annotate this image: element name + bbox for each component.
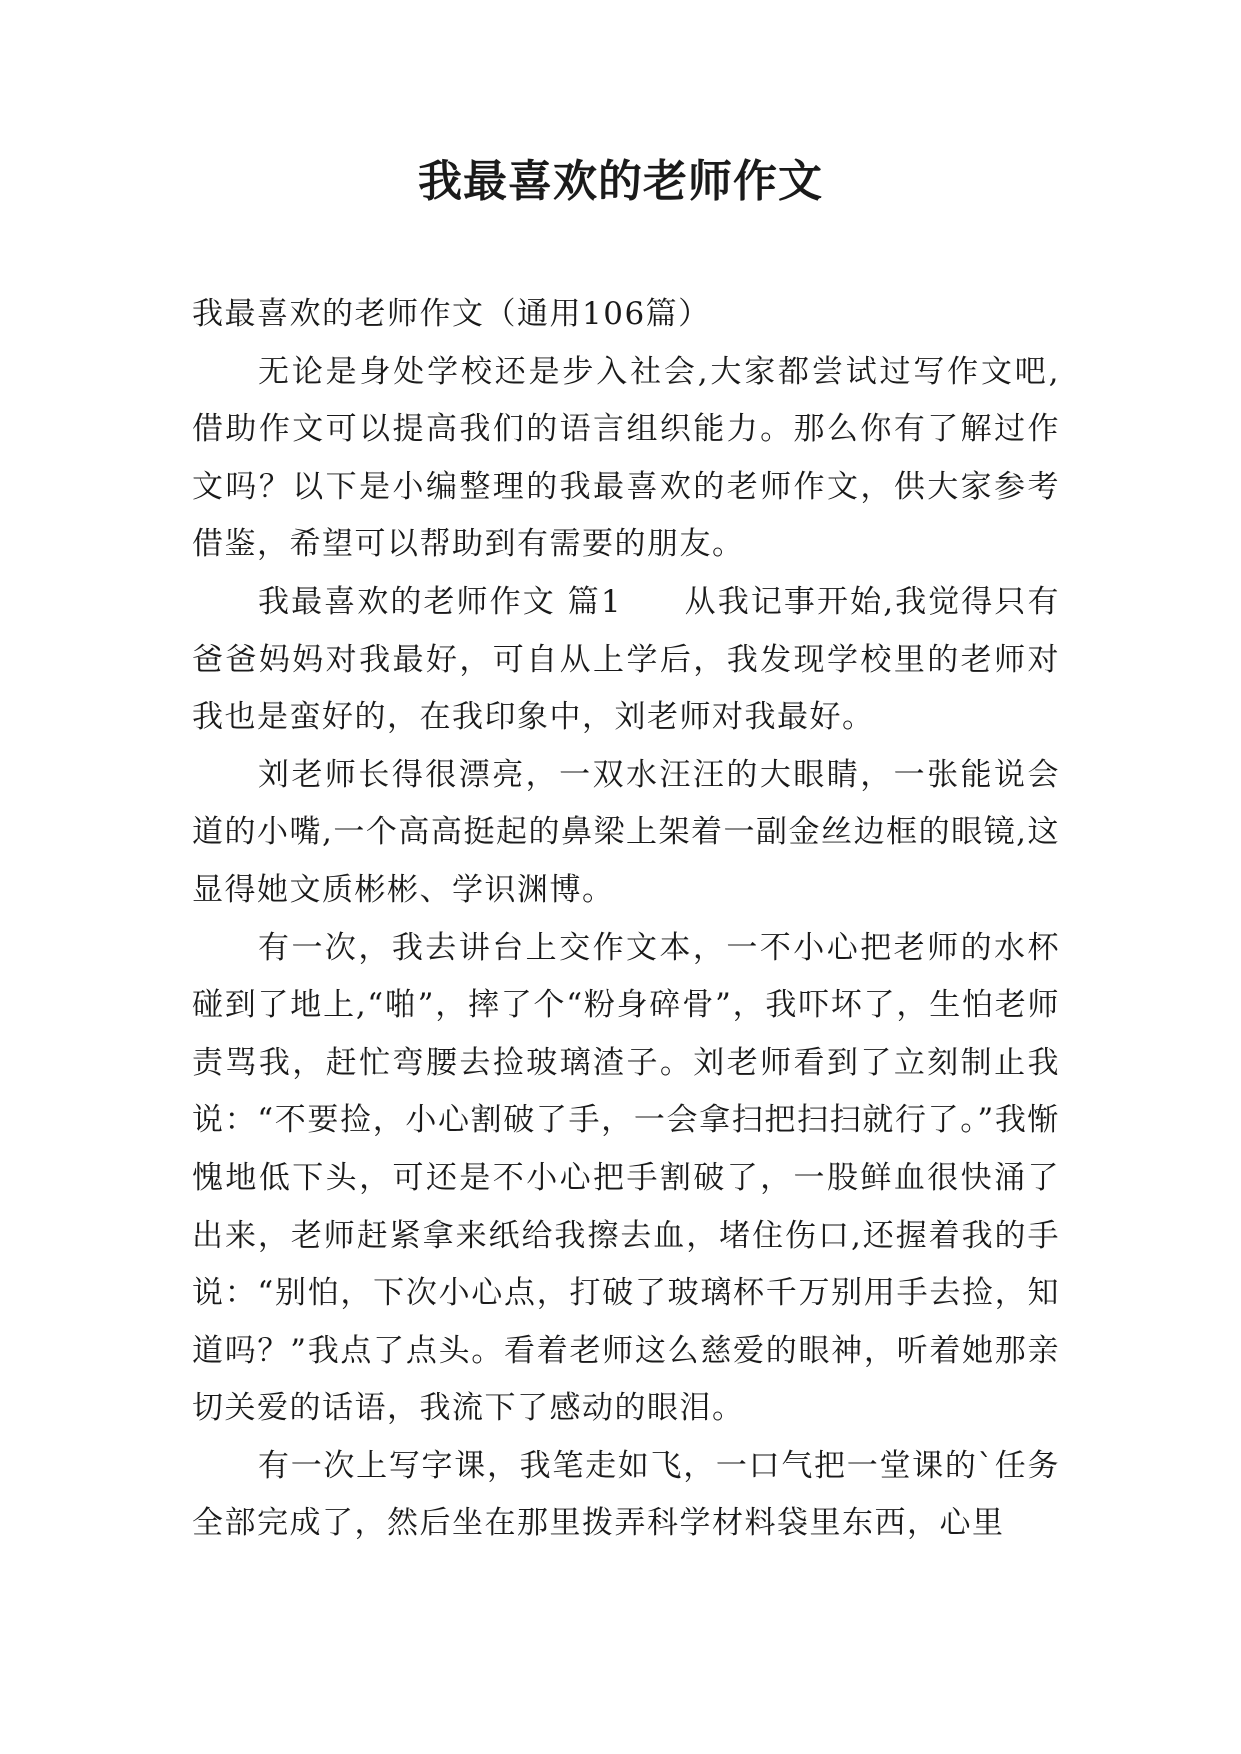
section-heading: 我最喜欢的老师作文 篇1: [258, 583, 623, 620]
intro-paragraph: 无论是身处学校还是步入社会,大家都尝试过写作文吧,借助作文可以提高我们的语言组织能力。那么你有了解过作文吗？以下是小编整理的我最喜欢的老师作文，供大家参考借鉴，希望可以帮助到有需要的朋友。: [192, 353, 1060, 563]
body-paragraph: 有一次，我去讲台上交作文本，一不小心把老师的水杯碰到了地上,“啪”，摔了个“粉身碎骨”，我吓坏了，生怕老师责骂我，赶忙弯腰去捡玻璃渣子。刘老师看到了立刻制止我说：“不要捡，小心割破了手，一会拿扫把扫扫就行了。”我惭愧地低下头，可还是不小心把手割破了，一股鲜血很快涌了出来，老师赶紧拿来纸给我擦去血，堵住伤口,还握着我的手说：“别怕，下次小心点，打破了玻璃杯千万别用手去捡，知道吗？”我点了点头。看着老师这么慈爱的眼神，听着她那亲切关爱的话语，我流下了感动的眼泪。: [192, 929, 1060, 1427]
document-body: [192, 286, 1060, 1553]
document-title: 我最喜欢的老师作文: [418, 156, 823, 207]
document-subtitle: 我最喜欢的老师作文（通用106篇）: [192, 296, 711, 332]
section-first-text: 从我记事开始,我觉得只有爸爸妈妈对我最好，可自从上学后，我发现学校里的老师对我也是蛮好的，在我印象中，刘老师对我最好。: [192, 583, 1060, 736]
body-paragraph: 刘老师长得很漂亮，一双水汪汪的大眼睛，一张能说会道的小嘴,一个高高挺起的鼻梁上架着一副金丝边框的眼镜,这显得她文质彬彬、学识渊博。: [192, 756, 1060, 908]
section-first-paragraph: [192, 574, 1060, 747]
body-paragraph: 有一次上写字课，我笔走如飞，一口气把一堂课的`任务全部完成了，然后坐在那里拨弄科学材料袋里东西，心里: [192, 1447, 1060, 1542]
